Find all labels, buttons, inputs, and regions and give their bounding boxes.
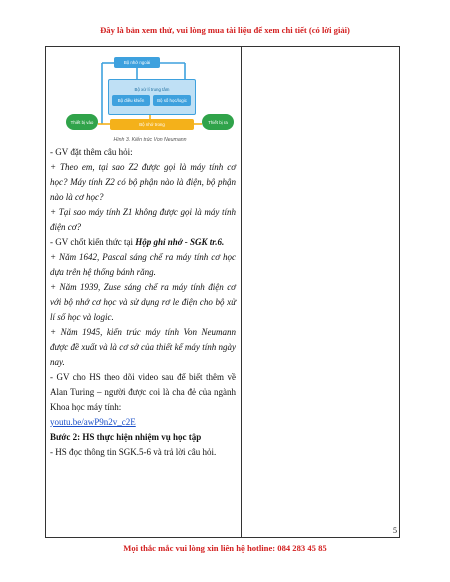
column-divider <box>241 47 242 537</box>
video-instruction: - GV cho HS theo dõi video sau để biết thêm về Alan Turing – người được coi là cha đẻ của ngành Khoa học máy tính: <box>50 372 236 412</box>
von-neumann-diagram <box>50 51 236 143</box>
page-number: 5 <box>393 526 397 535</box>
summary-reference: Hộp ghi nhớ - SGK tr.6. <box>135 237 225 247</box>
summary-line <box>50 235 236 250</box>
diagram-caption: Hình 3. Kiến trúc Von Neumann <box>113 137 187 143</box>
fact-1945: + Năm 1945, kiến trúc máy tính Von Neumann được đề xuất và là cơ sở của thiết kế máy tính ngày nay. <box>50 327 236 367</box>
question-2: + Tại sao máy tính Z1 không được gọi là máy tính điện cơ? <box>50 207 236 232</box>
left-column <box>50 51 236 460</box>
fact-1642: + Năm 1642, Pascal sáng chế ra máy tính cơ học dựa trên hệ thống bánh răng. <box>50 252 236 277</box>
preview-banner: Đây là bản xem thử, vui lòng mua tài liệu để xem chi tiết (có lời giải) <box>100 25 350 35</box>
summary-prefix: - GV chốt kiến thức tại <box>50 237 136 247</box>
question-intro: - GV đặt thêm câu hỏi: <box>50 147 133 157</box>
cpu-label: Bộ xử lí trung tâm <box>134 87 170 92</box>
input-device-box: Thiết bị vào <box>66 114 98 130</box>
lesson-table <box>45 46 400 538</box>
fact-1939: + Năm 1939, Zuse sáng chế ra máy tính điện cơ với bộ nhớ cơ học và sử dụng rơ le điện cho bộ xử lí số học và logic. <box>50 282 236 322</box>
external-memory-box: Bộ nhớ ngoài <box>114 57 160 68</box>
control-unit-box: Bộ điều khiển <box>112 95 150 106</box>
output-device-box: Thiết bị ra <box>202 114 234 130</box>
alu-box: Bộ số học/logic <box>153 95 191 106</box>
step-2-heading: Bước 2: HS thực hiện nhiệm vụ học tập <box>50 432 202 442</box>
question-1: + Theo em, tại sao Z2 được gọi là máy tính cơ học? Máy tính Z2 có bộ phận nào là điện, bộ phận nào là cơ học? <box>50 162 236 202</box>
video-link[interactable]: youtu.be/awP9n2v_c2E <box>50 417 136 427</box>
step-2-text: - HS đọc thông tin SGK.5-6 và trả lời câu hỏi. <box>50 447 217 457</box>
hotline-footer: Mọi thắc mắc vui lòng xin liên hệ hotline: 084 283 45 85 <box>123 543 327 553</box>
main-memory-box: Bộ nhớ trong <box>110 119 194 130</box>
